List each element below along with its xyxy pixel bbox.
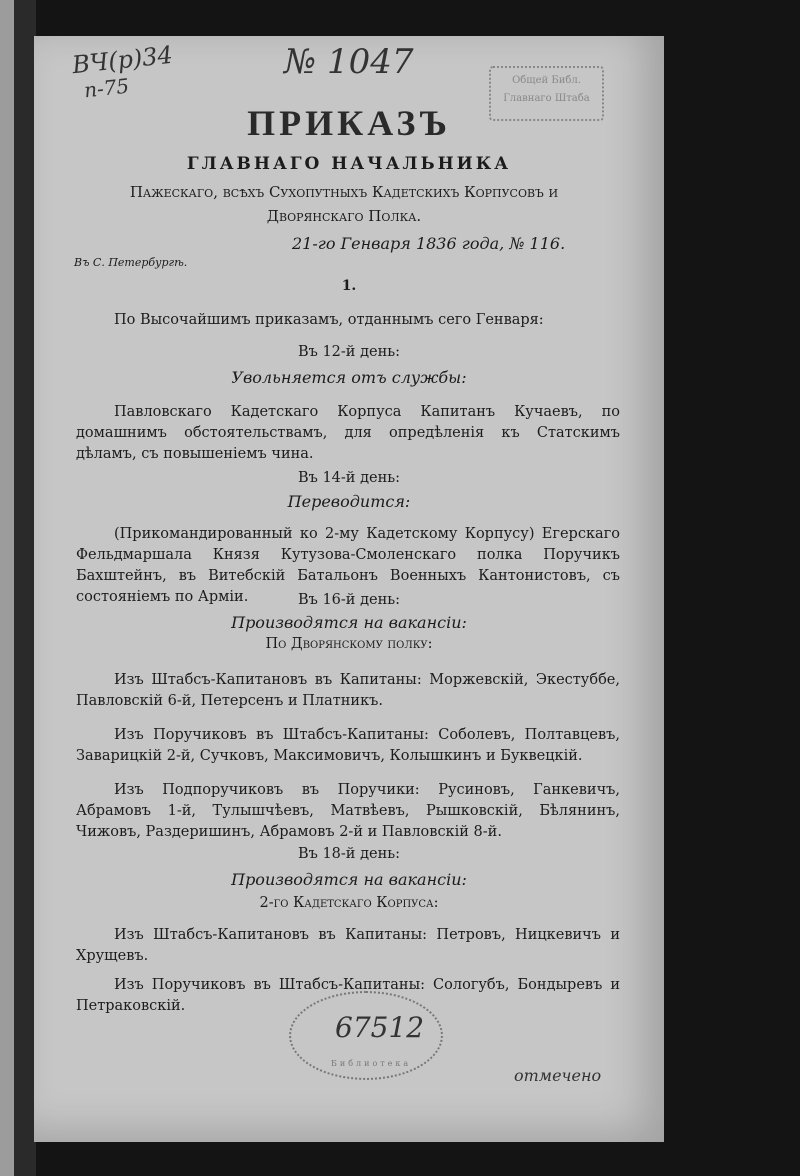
stamp-line: Главнаго Штаба (503, 93, 590, 104)
document-subtitle-2: Пажескаго, всѣхъ Сухопутныхъ Кадетскихъ Корпусовъ и Дворянскаго Полка. (129, 183, 559, 225)
day-16-unit: По Дворянскому полку: (265, 636, 433, 652)
handwritten-shelfmark-2: п-75 (82, 73, 131, 103)
day-18-action: Производятся на ваканcіи: (231, 870, 467, 889)
day-18-paragraph: Изъ Поручиковъ въ Штабсъ-Капитаны: Сологубъ, Бондыревъ и Петраковскій. (76, 977, 620, 1014)
day-18-paragraph: Изъ Штабсъ-Капитановъ въ Капитаны: Петровъ, Ницкевичъ и Хрущевъ. (76, 927, 620, 964)
stamp-line: Общей Библ. (512, 75, 581, 86)
stamp-handwritten-number: 67512 (335, 1011, 425, 1044)
day-12-heading: Въ 12-й день: (297, 344, 401, 360)
day-16-action: Производятся на ваканcіи: (231, 613, 467, 632)
day-18-unit: 2-го Кадетскаго Корпуса: (259, 895, 439, 911)
section-number: 1. (341, 278, 357, 294)
handwritten-signature: отмечено (514, 1066, 602, 1085)
day-14-text: (Прикомандированный ко 2-му Кадетскому Корпусу) Егерскаго Фельдмаршала Князя Кутузова-Смоленскаго полка Поручикъ Бахштейнъ, въ Витебскій Батальонъ Военныхъ Кантонистовъ, съ состояніемъ по Арміи. (76, 526, 620, 605)
day-12-action: Увольняется отъ службы: (231, 368, 467, 387)
day-16-heading: Въ 16-й день: (297, 592, 401, 608)
document-subtitle: ГЛАВНАГО НАЧАЛЬНИКА (186, 154, 512, 174)
day-18-heading: Въ 18-й день: (297, 846, 401, 862)
document-city: Въ С. Петербургѣ. (74, 256, 188, 269)
day-16-paragraph: Изъ Подпоручиковъ въ Поручики: Русиновъ, Ганкевичъ, Абрамовъ 1-й, Тулышчѣевъ, Матвѣевъ, Рышковскій, Бѣлянинъ, Чижовъ, Раздеришинъ, Абрамовъ 2-й и Павловскій 8-й. (76, 782, 620, 840)
intro-line: По Высочайшимъ приказамъ, отданнымъ сего Генваря: (114, 312, 544, 328)
day-14-heading: Въ 14-й день: (297, 470, 401, 486)
document-page (34, 36, 664, 1142)
day-12-text: Павловскаго Кадетскаго Корпуса Капитанъ Кучаевъ, по домашнимъ обстоятельствамъ, для опредѣленія къ Статскимъ дѣламъ, съ повышеніемъ чина. (76, 404, 620, 462)
binding-shadow (14, 0, 36, 1176)
day-16-paragraph: Изъ Поручиковъ въ Штабсъ-Капитаны: Соболевъ, Полтавцевъ, Заварицкій 2-й, Сучковъ, Максимовичъ, Колышкинъ и Буквецкій. (76, 727, 620, 764)
document-date: 21-го Генваря 1836 года, № 116. (292, 234, 566, 253)
handwritten-shelfmark: ВЧ(р)34 (70, 40, 175, 80)
document-title: ПРИКАЗЪ (247, 103, 451, 143)
handwritten-number: № 1047 (284, 42, 414, 82)
adjacent-page-edge (0, 0, 14, 1176)
library-oval-stamp (289, 991, 443, 1080)
day-14-action: Переводится: (287, 492, 411, 511)
stamp-text: Библиотека (331, 1059, 412, 1068)
day-16-paragraph: Изъ Штабсъ-Капитановъ въ Капитаны: Моржевскій, Экестуббе, Павловскій 6-й, Петерсенъ и Платникъ. (76, 672, 620, 709)
